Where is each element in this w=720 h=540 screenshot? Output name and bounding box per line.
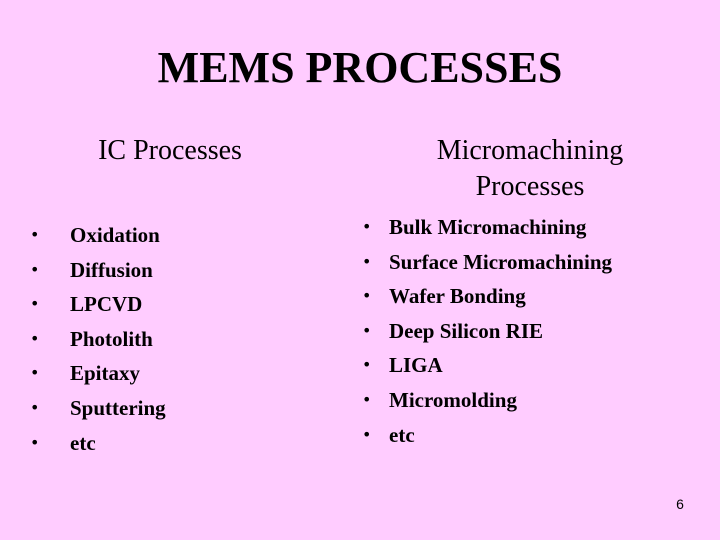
ic-processes-heading: IC Processes — [98, 135, 242, 166]
list-item — [362, 279, 702, 314]
list-item-text: Oxidation — [70, 223, 160, 247]
list-item-text: LIGA — [389, 353, 443, 378]
list-item — [362, 210, 702, 245]
list-item — [362, 348, 702, 383]
list-item — [30, 287, 330, 322]
list-item-text: Deep Silicon RIE — [389, 318, 544, 343]
list-item-text: Wafer Bonding — [389, 284, 526, 309]
list-item — [362, 418, 702, 453]
bullet-icon: • — [30, 363, 40, 383]
bullet-icon: • — [30, 328, 40, 348]
list-item-text: Bulk Micromachining — [389, 215, 587, 239]
list-item — [30, 322, 330, 357]
list-item-text: Photolith — [70, 326, 153, 351]
list-item-text: Sputtering — [70, 395, 166, 420]
list-item — [30, 391, 330, 426]
list-item — [362, 314, 702, 349]
bullet-icon: • — [362, 320, 372, 340]
list-item-text: Epitaxy — [70, 361, 141, 386]
list-item — [30, 356, 330, 391]
bullet-icon: • — [362, 251, 372, 271]
list-item — [30, 426, 330, 461]
micromachining-processes-heading: Micromachining Processes — [436, 135, 624, 202]
page-number: 6 — [676, 496, 684, 512]
bullet-icon: • — [362, 389, 372, 409]
list-item — [30, 253, 330, 288]
bullet-icon: • — [30, 259, 40, 279]
list-item-text: Micromolding — [389, 387, 517, 412]
bullet-icon: • — [30, 397, 40, 417]
bullet-icon: • — [362, 424, 372, 444]
bullet-icon: • — [362, 286, 372, 306]
bullet-icon: • — [362, 355, 372, 375]
list-item — [362, 383, 702, 418]
ic-processes-list — [30, 218, 330, 460]
bullet-icon: • — [30, 432, 40, 452]
list-item — [362, 245, 702, 280]
slide-title: MEMS PROCESSES — [157, 43, 563, 92]
bullet-icon: • — [30, 294, 40, 314]
list-item-text: LPCVD — [70, 292, 143, 317]
list-item-text: Surface Micromachining — [389, 249, 613, 274]
micromachining-processes-list — [362, 210, 702, 452]
list-item — [30, 218, 330, 253]
list-item-text: Diffusion — [70, 257, 153, 282]
bullet-icon: • — [362, 217, 372, 236]
list-item-text: etc — [70, 430, 96, 455]
list-item-text: etc — [389, 422, 415, 447]
bullet-icon: • — [30, 225, 40, 244]
